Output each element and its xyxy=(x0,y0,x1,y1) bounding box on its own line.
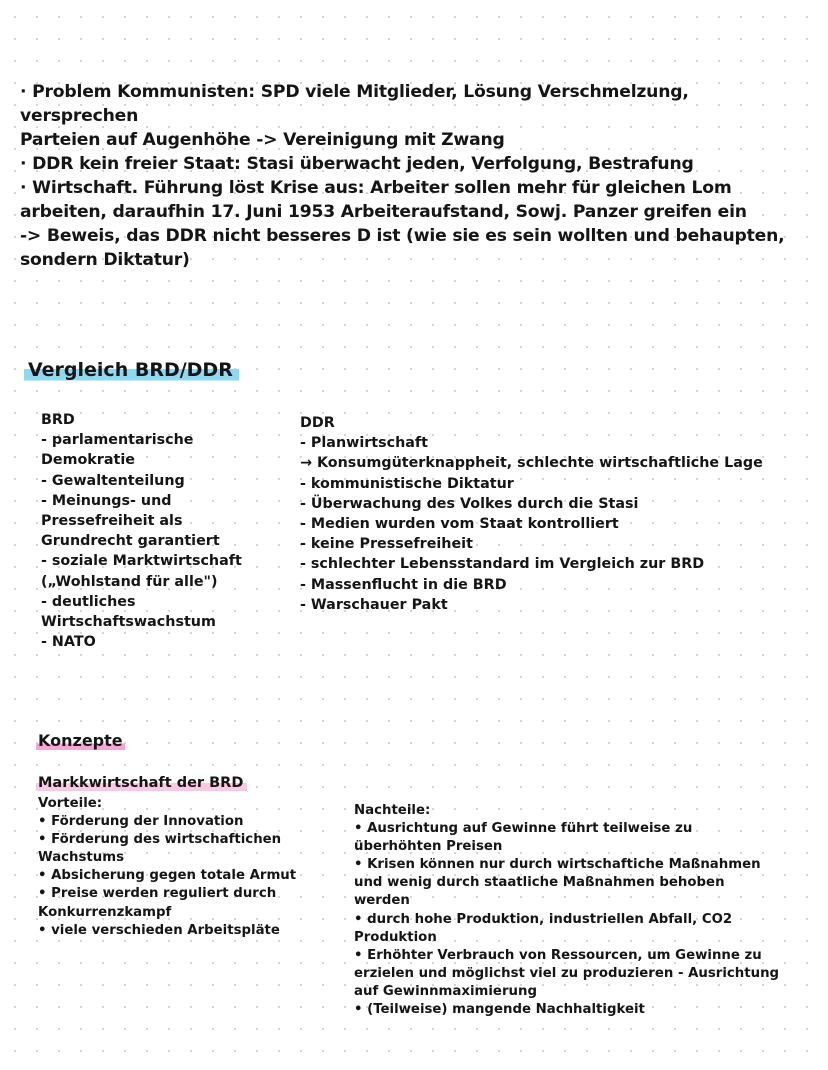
intro-line: versprechen xyxy=(20,106,139,126)
ddr-column xyxy=(300,413,820,615)
marktwirtschaft-subheading: Markkwirtschaft der BRD xyxy=(36,773,247,793)
vorteil-item: • Preise werden reguliert durch xyxy=(38,886,277,902)
brd-column xyxy=(41,410,281,652)
vorteil-item: Wachstums xyxy=(38,850,125,866)
nachteil-item: • (Teilweise) mangende Nachhaltigkeit xyxy=(354,1002,645,1018)
brd-item: Grundrecht garantiert xyxy=(41,533,220,550)
brd-item: - deutliches xyxy=(41,593,136,610)
nachteil-item: • Erhöhter Verbrauch von Ressourcen, um Gewinne zu xyxy=(354,947,762,963)
nachteil-item: erzielen und möglichst viel zu produzieren - Ausrichtung xyxy=(354,965,780,981)
ddr-item: - Massenflucht in die BRD xyxy=(300,576,507,593)
ddr-item: - kommunistische Diktatur xyxy=(300,475,514,492)
konzepte-heading: Konzepte xyxy=(38,731,123,750)
ddr-item: - schlechter Lebensstandard im Vergleich zur BRD xyxy=(300,556,705,573)
intro-line: sondern Diktatur) xyxy=(20,250,190,270)
vorteil-item: • Absicherung gegen totale Armut xyxy=(38,868,297,884)
ddr-title: DDR xyxy=(300,415,335,431)
vorteile-title: Vorteile: xyxy=(38,796,103,811)
nachteil-item: • Krisen können nur durch wirtschaftiche Maßnahmen xyxy=(354,857,761,873)
ddr-item: → Konsumgüterknappheit, schlechte wirtschaftliche Lage xyxy=(300,455,763,472)
brd-item: - parlamentarische xyxy=(41,432,194,449)
intro-line: Parteien auf Augenhöhe -> Vereinigung mit Zwang xyxy=(20,130,505,150)
vergleich-heading: Vergleich BRD/DDR xyxy=(24,356,239,384)
nachteil-item: auf Gewinnmaximierung xyxy=(354,983,537,999)
brd-item: - Gewaltenteilung xyxy=(41,472,185,489)
nachteil-item: und wenig durch staatliche Maßnahmen behoben xyxy=(354,875,725,891)
intro-line: arbeiten, daraufhin 17. Juni 1953 Arbeiteraufstand, Sowj. Panzer greifen ein xyxy=(20,202,747,222)
nachteil-item: • durch hohe Produktion, industriellen Abfall, CO2 xyxy=(354,911,733,927)
nachteil-item: • Ausrichtung auf Gewinne führt teilweise zu xyxy=(354,821,693,837)
vorteil-item: • Förderung des wirtschaftichen xyxy=(38,832,282,848)
brd-item: („Wohlstand für alle") xyxy=(41,573,218,590)
ddr-item: - Überwachung des Volkes durch die Stasi xyxy=(300,495,639,512)
nachteil-item: Produktion xyxy=(354,929,437,945)
vorteile-list xyxy=(38,795,338,940)
intro-line: · Problem Kommunisten: SPD viele Mitglieder, Lösung Verschmelzung, xyxy=(20,82,689,102)
brd-item: Demokratie xyxy=(41,452,135,469)
brd-item: - NATO xyxy=(41,634,96,651)
nachteil-item: werden xyxy=(354,893,410,909)
brd-item: Wirtschaftswachstum xyxy=(41,614,216,631)
nachteile-title: Nachteile: xyxy=(354,803,431,818)
vorteil-item: • viele verschieden Arbeitspläte xyxy=(38,922,280,938)
ddr-item: - Planwirtschaft xyxy=(300,435,428,452)
intro-line: -> Beweis, das DDR nicht besseres D ist (wie sie es sein wollten und behaupten, xyxy=(20,226,785,246)
intro-line: · DDR kein freier Staat: Stasi überwacht jeden, Verfolgung, Bestrafung xyxy=(20,154,694,174)
brd-item: Pressefreiheit als xyxy=(41,513,183,530)
vorteil-item: • Förderung der Innovation xyxy=(38,814,244,830)
nachteile-list xyxy=(354,802,814,1019)
brd-item: - soziale Marktwirtschaft xyxy=(41,553,242,570)
brd-title: BRD xyxy=(41,412,75,428)
intro-line: · Wirtschaft. Führung löst Krise aus: Arbeiter sollen mehr für gleichen Lom xyxy=(20,178,732,198)
vorteil-item: Konkurrenzkampf xyxy=(38,904,172,920)
brd-item: - Meinungs- und xyxy=(41,492,172,509)
nachteil-item: überhöhten Preisen xyxy=(354,839,503,855)
ddr-item: - Medien wurden vom Staat kontrolliert xyxy=(300,516,619,533)
ddr-item: - Warschauer Pakt xyxy=(300,596,448,613)
ddr-item: - keine Pressefreiheit xyxy=(300,536,473,553)
intro-notes xyxy=(20,80,810,272)
